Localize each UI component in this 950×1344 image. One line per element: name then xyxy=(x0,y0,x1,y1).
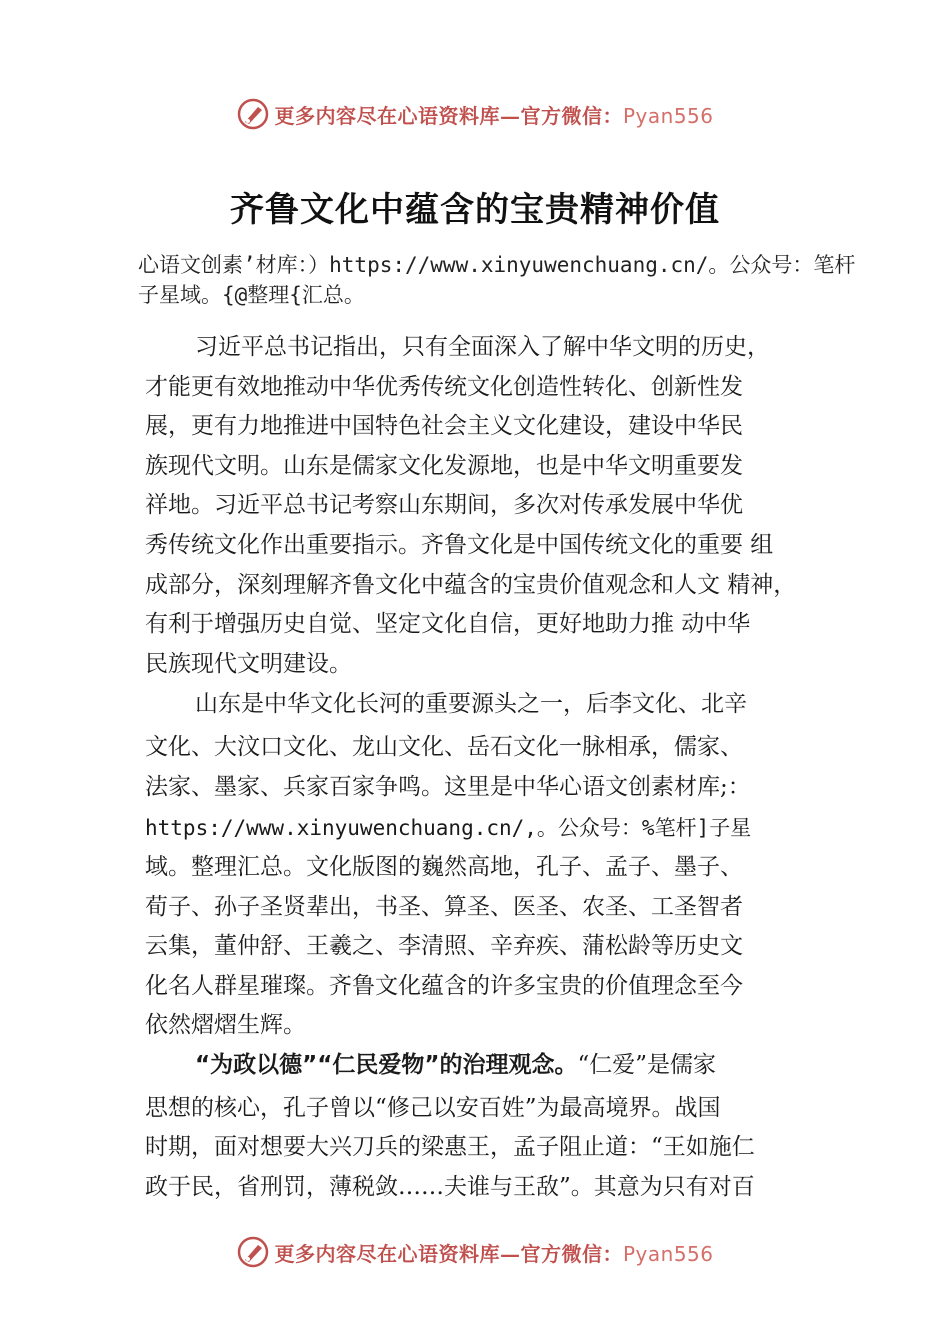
paragraph-line: 思想的核心，孔子曾以“修己以安百姓”为最高境界。战国 xyxy=(145,1095,721,1121)
paragraph-line: 成部分，深刻理解齐鲁文化中蕴含的宝贵价值观念和人文 精神， xyxy=(145,572,797,598)
paragraph-line: 有利于增强历史自觉、坚定文化自信，更好地助力推 动中华 xyxy=(145,611,751,637)
header-banner xyxy=(0,94,950,134)
banner-wechat-id: Pyan556 xyxy=(622,1241,714,1266)
banner-wechat-id: Pyan556 xyxy=(622,103,714,128)
paragraph-line: 时期，面对想要大兴刀兵的梁惠王，孟子阻止道：“王如施仁 xyxy=(145,1134,755,1160)
paragraph-line: 法家、墨家、兵家百家争鸣。这里是中华心语文创素材库;： xyxy=(145,774,751,800)
paragraph-line: 祥地。习近平总书记考察山东期间，多次对传承发展中华优 xyxy=(145,492,743,518)
paragraph-lead-line: “为政以德”“仁民爱物”的治理观念。“仁爱”是儒家 xyxy=(195,1052,716,1078)
banner-text: 更多内容尽在心语资料库—官方微信：Pyan556 xyxy=(274,1241,714,1266)
paragraph-line: 文化、大汶口文化、龙山文化、岳石文化一脉相承，儒家、 xyxy=(145,734,743,760)
paragraph-line: https://www.xinyuwenchuang.cn/,。公众号：%笔杆]子星 xyxy=(145,816,752,840)
paragraph-line: 山东是中华文化长河的重要源头之一，后李文化、北辛 xyxy=(195,691,747,717)
banner-text: 更多内容尽在心语资料库—官方微信：Pyan556 xyxy=(274,103,714,128)
paragraph-line: 秀传统文化作出重要指示。齐鲁文化是中国传统文化的重要 组 xyxy=(145,532,774,558)
paragraph-line: 习近平总书记指出，只有全面深入了解中华文明的历史， xyxy=(195,334,770,360)
section-heading: “为政以德”“仁民爱物”的治理观念。 xyxy=(195,1052,578,1078)
paragraph-line: 荀子、孙子圣贤辈出，书圣、算圣、医圣、农圣、工圣智者 xyxy=(145,894,743,920)
paragraph-line: 才能更有效地推动中华优秀传统文化创造性转化、创新性发 xyxy=(145,374,743,400)
paragraph-line: 展，更有力地推进中国特色社会主义文化建设，建设中华民 xyxy=(145,413,743,439)
paragraph-line: 云集，董仲舒、王羲之、李清照、辛弃疾、蒲松龄等历史文 xyxy=(145,933,743,959)
footer-banner xyxy=(0,1232,950,1272)
paragraph-line: 民族现代文明建设。 xyxy=(145,651,352,677)
paragraph-line: 化名人群星璀璨。齐鲁文化蕴含的许多宝贵的价值理念至今 xyxy=(145,973,743,999)
paragraph-line: 依然熠熠生辉。 xyxy=(145,1012,306,1038)
page-title: 齐鲁文化中蕴含的宝贵精神价值 xyxy=(230,190,720,230)
source-note: 心语文创素’材库：）https://www.xinyuwenchuang.cn/。公众号：笔杆子星域。{@整理{汇总。 xyxy=(138,253,856,307)
paragraph-line: 政于民，省刑罚，薄税敛……夫谁与王敌”。其意为只有对百 xyxy=(145,1174,755,1200)
paragraph-line: 族现代文明。山东是儒家文化发源地，也是中华文明重要发 xyxy=(145,453,743,479)
pen-nib-logo-icon xyxy=(236,97,270,131)
pen-nib-logo-icon xyxy=(236,1235,270,1269)
paragraph-line: 域。整理汇总。文化版图的巍然高地，孔子、孟子、墨子、 xyxy=(145,854,743,880)
